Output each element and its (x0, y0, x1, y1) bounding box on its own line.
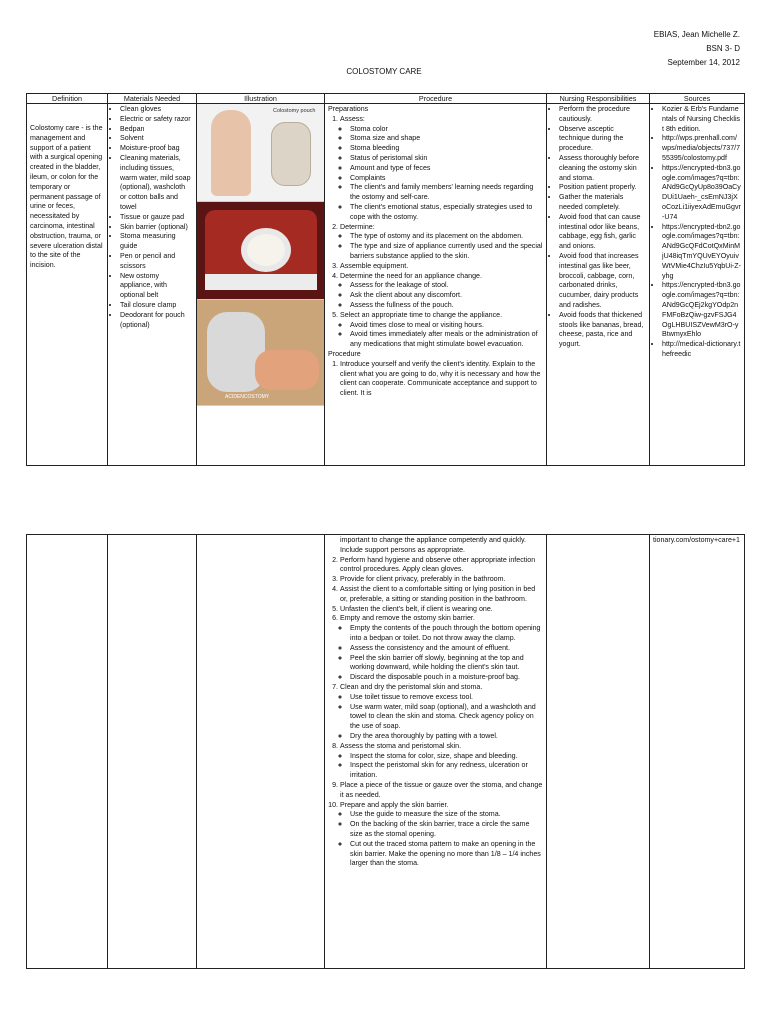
determine-heading: Determine: (340, 222, 375, 231)
list-item: ◦ The type of ostomy and its placement on the abdomen. (350, 232, 543, 242)
pouch-label: Colostomy pouch (273, 108, 316, 114)
source-link[interactable]: • https://encrypted-tbn3.google.com/images?q=tbn:ANd9GcQEj2kgYOdp2nFMFoBzQiw-gzvFSJG4OgLHBUISZVewM3rO-yBtwmyxEhlo (662, 281, 741, 340)
document-header (654, 28, 740, 70)
nurse-care-photo (197, 300, 324, 406)
patient-figure (255, 350, 319, 390)
list-item (340, 311, 543, 350)
list-item: • Avoid food that can cause intestinal odor like beans, cabbage, egg fish, garlic and onions. (559, 213, 646, 252)
sources-cell (650, 104, 745, 466)
list-item: • Assess thoroughly before cleaning the ostomy skin and stoma. (559, 154, 646, 183)
procedure-list-cont (328, 556, 543, 870)
list-item: • Cleaning materials, including tissues, warm water, mild soap (optional), washcloth or cotton balls and towel (120, 154, 193, 213)
list-item: ◦ Stoma color (350, 125, 543, 135)
list-item: • Perform the procedure cautiously. (559, 105, 646, 125)
list-item: ◦ The client's and family members' learning needs regarding the ostomy and self-care. (350, 183, 543, 203)
nursing-cell-cont (547, 535, 650, 969)
list-item: ◦ Cut out the traced stoma pattern to make an opening in the skin barrier. Make the opening no more than 1/8 – 1/4 inches larger than the stoma. (350, 840, 543, 869)
col-header-illustration: Illustration (197, 94, 325, 104)
list-item: ◦ Assess the consistency and the amount of effluent. (350, 644, 543, 654)
list-item: 1. Introduce yourself and verify the client's identity. Explain to the client what you are going to do, why it is necessary and how the client can cooperate. Communicate acceptance and support to client. It is (340, 360, 543, 399)
list-item (340, 272, 543, 311)
definition-text: Colostomy care - is the management and support of a patient with a surgical opening created in the bladder, ileum, or colon for the temporary or permanent passage of urine or feces, necessitated by carcinoma, intestinal obstruction, trauma, or severe ulceration distal to the site of the incision. (30, 124, 103, 270)
list-item: 4. Assist the client to a comfortable sitting or lying position in bed or, preferable, a sitting or standing position in the bathroom. (340, 585, 543, 605)
time-heading: Select an appropriate time to change the appliance. (340, 310, 503, 319)
source-link[interactable]: • http://medical-dictionary.thefreedic (662, 340, 741, 360)
col-header-procedure: Procedure (325, 94, 547, 104)
page-title: COLOSTOMY CARE (346, 67, 422, 76)
list-item: • Stoma measuring guide (120, 232, 193, 252)
source-link[interactable]: • https://encrypted-tbn3.google.com/images?q=tbn:ANd9GcQyUp8o39OaCyDUi1Uaeh-_csEmNJ3jXoCozLi1iiyexAdEmuGgvr-U74 (662, 164, 741, 223)
list-item: ◦ Discard the disposable pouch in a moisture-proof bag. (350, 673, 543, 683)
list-item: ◦ Status of peristomal skin (350, 154, 543, 164)
procedure-list (328, 360, 543, 399)
abdomen-figure (211, 110, 251, 196)
list-item: • Kozier & Erb's Fundamentals of Nursing Checklist 8th edition. (662, 105, 741, 134)
list-item: 5. Unfasten the client's belt, if client is wearing one. (340, 605, 543, 615)
col-header-definition: Definition (27, 94, 108, 104)
list-item (340, 742, 543, 781)
list-item: • Bedpan (120, 125, 193, 135)
procedure-heading: Procedure (328, 349, 361, 358)
preparations-heading: Preparations (328, 105, 369, 113)
step10-heading: Prepare and apply the skin barrier. (340, 800, 449, 809)
list-item: ◦ Use warm water, mild soap (optional), and a washcloth and towel to clean the skin and stoma. Check agency policy on the use of soap. (350, 703, 543, 732)
list-item: • Clean gloves (120, 105, 193, 115)
step6-heading: Empty and remove the ostomy skin barrier. (340, 614, 475, 623)
list-item: • Solvent (120, 134, 193, 144)
list-item: • Pen or pencil and scissors (120, 252, 193, 272)
author-name: EBIAS, Jean Michelle Z. (653, 30, 740, 39)
pouch-figure (271, 122, 311, 186)
materials-cell (108, 104, 197, 466)
list-item: • Moisture-proof bag (120, 144, 193, 154)
list-item: • New ostomy appliance, with optional belt (120, 272, 193, 301)
list-item (340, 115, 543, 223)
list-item: 3. Provide for client privacy, preferably in the bathroom. (340, 575, 543, 585)
col-header-materials: Materials Needed (108, 94, 197, 104)
list-item: ◦ Assess the fullness of the pouch. (350, 301, 543, 311)
list-item: 9. Place a piece of the tissue or gauze over the stoma, and change it as needed. (340, 781, 543, 801)
list-item: ◦ Inspect the stoma for color, size, shape and bleeding. (350, 752, 543, 762)
step7-heading: Clean and dry the peristomal skin and stoma. (340, 682, 483, 691)
list-item: • Avoid foods that thickened stools like bananas, bread, cheese, pasta, rice and yogurt. (559, 311, 646, 350)
list-item: ◦ Amount and type of feces (350, 164, 543, 174)
list-item (340, 683, 543, 742)
list-item: ◦ Avoid times immediately after meals or the administration of any medications that might stimulate bowel evacuation. (350, 330, 543, 350)
materials-cell-cont (108, 535, 197, 969)
list-item: ◦ Use the guide to measure the size of the stoma. (350, 810, 543, 820)
procedure-cell-cont (325, 535, 547, 969)
document-date: September 14, 2012 (667, 58, 740, 67)
list-item: • Gather the materials needed completely. (559, 193, 646, 213)
appliance-ring (241, 228, 291, 272)
colostomy-care-table (26, 93, 745, 466)
list-item: 2. Perform hand hygiene and observe other appropriate infection control procedures. Apply clean gloves. (340, 556, 543, 576)
list-item: • Skin barrier (optional) (120, 223, 193, 233)
list-item (340, 614, 543, 683)
list-item: • Tail closure clamp (120, 301, 193, 311)
list-item: ◦ Dry the area thoroughly by patting with a towel. (350, 732, 543, 742)
list-item: • Position patient properly. (559, 183, 646, 193)
sources-cell-cont (650, 535, 745, 969)
procedure-cell (325, 104, 547, 466)
preparations-list (328, 115, 543, 350)
list-item: ◦ Peel the skin barrier off slowly, beginning at the top and working downward, while holding the client's skin taut. (350, 654, 543, 674)
list-item: ◦ Complaints (350, 174, 543, 184)
list-item: ◦ Inspect the peristomal skin for any redness, ulceration or irritation. (350, 761, 543, 781)
list-item: ◦ On the backing of the skin barrier, trace a circle the same size as the stomal opening. (350, 820, 543, 840)
list-item: • Observe asceptic technique during the procedure. (559, 125, 646, 154)
list-item: • Avoid food that increases intestinal gas like beer, broccoli, cabbage, corn, carbonated drinks, cucumber, dairy products and radishes. (559, 252, 646, 311)
list-item: ◦ Ask the client about any discomfort. (350, 291, 543, 301)
colostomy-pouch-photo (197, 104, 324, 202)
illustration-cell (197, 104, 325, 466)
appliance-belt (205, 274, 317, 290)
list-item: ◦ Avoid times close to meal or visiting hours. (350, 321, 543, 331)
list-item: • Electric or safety razor (120, 115, 193, 125)
col-header-sources: Sources (650, 94, 745, 104)
col-header-nursing: Nursing Responsibilities (547, 94, 650, 104)
list-item: ◦ The client's emotional status, especially strategies used to cope with the ostomy. (350, 203, 543, 223)
photo-watermark: ACIDENCOSTOMY (225, 394, 270, 401)
nursing-cell (547, 104, 650, 466)
step1-continued: important to change the appliance competently and quickly. Include support persons as appropriate. (340, 536, 526, 554)
materials-list (111, 105, 193, 330)
class-section: BSN 3- D (706, 44, 740, 53)
source-link[interactable]: • http://wps.prenhall.com/wps/media/objects/737/755395/colostomy.pdf (662, 134, 741, 163)
list-item (340, 801, 543, 870)
nursing-list (550, 105, 646, 350)
list-item: ◦ Assess for the leakage of stool. (350, 281, 543, 291)
sources-list (653, 105, 741, 360)
definition-cell (27, 104, 108, 466)
colostomy-care-table-continued (26, 534, 745, 969)
assess-heading: Assess: (340, 114, 365, 123)
list-item: ◦ Use toilet tissue to remove excess tool. (350, 693, 543, 703)
list-item: • Deodorant for pouch (optional) (120, 311, 193, 331)
stoma-appliance-photo (197, 202, 324, 300)
illustration-cell-cont (197, 535, 325, 969)
source-link-cont[interactable]: tionary.com/ostomy+care+1 (653, 536, 741, 544)
definition-cell-cont (27, 535, 108, 969)
step8-heading: Assess the stoma and peristomal skin. (340, 741, 462, 750)
list-item: ◦ Stoma bleeding (350, 144, 543, 154)
list-item: 3. Assemble equipment. (340, 262, 543, 272)
list-item: • Tissue or gauze pad (120, 213, 193, 223)
list-item (340, 223, 543, 262)
list-item: ◦ The type and size of appliance currently used and the special barriers substance applied to the skin. (350, 242, 543, 262)
source-link[interactable]: • https://encrypted-tbn2.google.com/images?q=tbn:ANd9GcQFdCotQxMinMjU48iqTmYQUvEYOyuivWtVMie4ChzIu5YqbUi-Z-yhg (662, 223, 741, 282)
list-item: ◦ Empty the contents of the pouch through the bottom opening into a bedpan or toilet. Do not throw away the clamp. (350, 624, 543, 644)
list-item: ◦ Stoma size and shape (350, 134, 543, 144)
need-change-heading: Determine the need for an appliance change. (340, 271, 482, 280)
